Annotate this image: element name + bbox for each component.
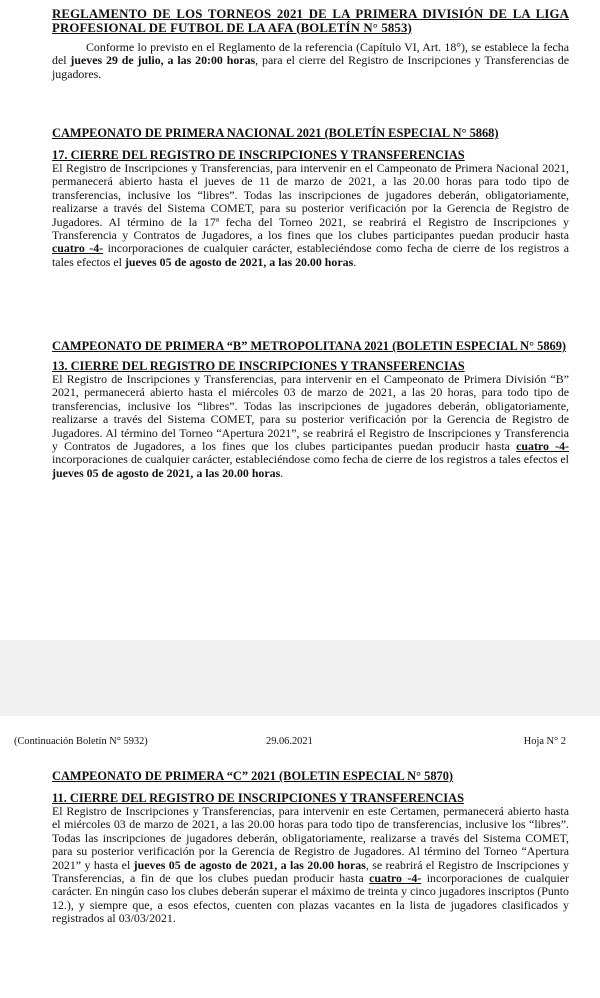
paragraph-text: incorporaciones de cualquier carácter. En ningún caso los clubes deberán superar el máximo de treinta y cinco jugadores inscriptos (Punto 12.), y siempre que, a esos efectos, cuenten con plazas vacantes en la lista de jugadores clasificados y registrados al 03/03/2021. <box>52 871 569 926</box>
section-title: CAMPEONATO DE PRIMERA “C” 2021 (BOLETIN ESPECIAL N° 5870) <box>52 769 454 783</box>
section-primera-c <box>52 770 569 926</box>
paragraph-bold-date: jueves 05 de agosto de 2021, a las 20.00 horas <box>124 254 354 269</box>
paragraph-text: . <box>353 254 357 269</box>
paragraph-bold-date: jueves 05 de agosto de 2021, a las 20.00 horas <box>133 857 366 872</box>
section-title: CAMPEONATO DE PRIMERA NACIONAL 2021 (BOLETÍN ESPECIAL N° 5868) <box>52 126 499 140</box>
section-title: REGLAMENTO DE LOS TORNEOS 2021 DE LA PRIMERA DIVISIÓN DE LA LIGA PROFESIONAL DE FUTBOL DE LA AFA (BOLETÍN N° 5853) <box>52 7 569 35</box>
paragraph-underlined: cuatro -4- <box>369 871 422 886</box>
paragraph-underlined: cuatro -4- <box>516 439 569 454</box>
header-page-number: Hoja N° 2 <box>523 736 566 747</box>
section-subtitle: 13. CIERRE DEL REGISTRO DE INSCRIPCIONES Y TRANSFERENCIAS <box>52 358 465 373</box>
paragraph-text: incorporaciones de cualquier carácter, estableciéndose como fecha de cierre de los registros a tales efectos el <box>52 452 569 467</box>
page-separator <box>0 640 600 716</box>
paragraph-text: El Registro de Inscripciones y Transferencias, para intervenir en este Certamen, permanecerá abierto hasta el miércoles 03 de marzo de 2021, a las 20.00 horas para todo tipo de transferencias, inclusive los “libres”. Todas las inscripciones de jugadores deberán, obligatoriamente, realizarse a través del Sistema COMET, para su posterior verificación por la Gerencia de Registro de Jugadores. Al término del Torneo “Apertura 2021” y hasta el <box>52 804 569 872</box>
paragraph-text: , se reabrirá el Registro de Inscripciones y Transferencias, a fin de que los clubes puedan producir hasta <box>52 857 569 886</box>
section-subtitle: 11. CIERRE DEL REGISTRO DE INSCRIPCIONES Y TRANSFERENCIAS <box>52 790 464 805</box>
section-paragraph <box>52 41 569 81</box>
section-primera-b <box>52 340 569 480</box>
paragraph-text: Conforme lo previsto en el Reglamento de la referencia (Capítulo VI, Art. 18°), se establece la fecha del <box>52 40 569 68</box>
paragraph-text: El Registro de Inscripciones y Transferencias, para intervenir en el Campeonato de Primera Nacional 2021, permanecerá abierto hasta el jueves de 11 de marzo de 2021, a las 20.00 horas para todo tipo de transferencias, inclusive los “libres”. Todas las inscripciones de jugadores deberán, obligatoriamente, realizarse a través del Sistema COMET, para su posterior verificación por la Gerencia de Registro de Jugadores. Al término de la 17ª fecha del Torneo 2021, se reabrirá el Registro de Inscripciones y Transferencia y Contratos de Jugadores, a los fines que los clubes participantes puedan producir hasta <box>52 161 569 243</box>
section-paragraph <box>52 373 569 480</box>
section-primera-nacional <box>52 127 569 269</box>
paragraph-bold-date: jueves 29 de julio, a las 20:00 horas <box>70 53 256 68</box>
header-date: 29.06.2021 <box>266 736 313 747</box>
paragraph-text: incorporaciones de cualquier carácter, estableciéndose como fecha de cierre de los registros a tales efectos el <box>52 241 569 269</box>
page-header <box>14 736 566 752</box>
section-subtitle: 17. CIERRE DEL REGISTRO DE INSCRIPCIONES Y TRANSFERENCIAS <box>52 147 465 162</box>
paragraph-text: El Registro de Inscripciones y Transferencias, para intervenir en el Campeonato de Primera División “B” 2021, permanecerá abierto hasta el miércoles 03 de marzo de 2021, a las 20 horas, para todo tipo de transferencias, inclusive los “libres”. Todas las inscripciones de jugadores deberán, obligatoriamente, realizarse a través del Sistema COMET, para su posterior verificación por la Gerencia de Registro de Jugadores. Al término del Torneo “Apertura 2021”, se reabrirá el Registro de Inscripciones y Transferencia y Contratos de Jugadores, a los fines que los clubes participantes puedan producir hasta <box>52 372 569 454</box>
section-paragraph <box>52 805 569 926</box>
paragraph-text: , para el cierre del Registro de Inscripciones y Transferencias de jugadores. <box>52 53 570 81</box>
section-title: CAMPEONATO DE PRIMERA “B” METROPOLITANA 2021 (BOLETIN ESPECIAL N° 5869) <box>52 339 567 353</box>
section-primera-division <box>52 8 569 81</box>
paragraph-text: . <box>280 465 284 480</box>
paragraph-bold-date: jueves 05 de agosto de 2021, a las 20.00 horas <box>52 465 281 480</box>
document-page-2 <box>0 716 600 998</box>
section-paragraph <box>52 162 569 269</box>
header-continuation: (Continuación Boletín N° 5932) <box>14 736 148 747</box>
paragraph-underlined: cuatro -4- <box>52 241 104 256</box>
